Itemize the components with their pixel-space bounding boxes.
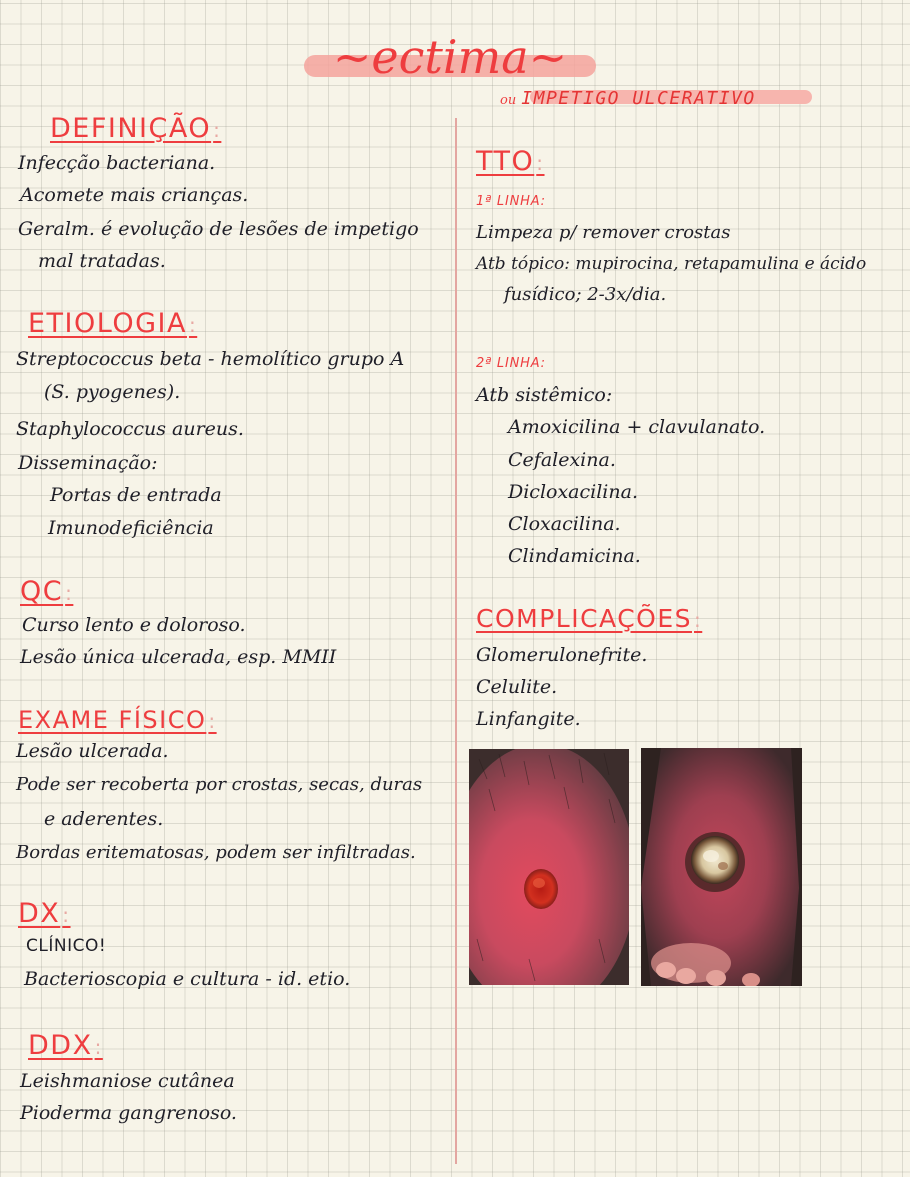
tto-primeira-line: Limpeza p/ remover crostas [476, 222, 731, 243]
etiologia-line: Portas de entrada [50, 484, 222, 506]
definicao-line: Acomete mais crianças. [20, 184, 249, 206]
subtitle-prefix: ou [500, 93, 517, 108]
tto-segunda-label: 2ª LINHA: [476, 356, 546, 371]
heading-dx: DX : [18, 898, 71, 929]
tto-segunda-line: Amoxicilina + clavulanato. [508, 416, 766, 438]
definicao-line: Infecção bacteriana. [18, 152, 216, 174]
qc-line: Curso lento e doloroso. [22, 614, 246, 636]
complicacoes-line: Celulite. [476, 676, 558, 698]
tto-segunda-line: Cloxacilina. [508, 513, 621, 535]
ddx-line: Leishmaniose cutânea [20, 1070, 235, 1092]
tto-segunda-line: Atb sistêmico: [476, 384, 613, 406]
heading-exame-fisico: EXAME FÍSICO : [18, 706, 217, 734]
etiologia-line: Streptococcus beta - hemolítico grupo A [16, 348, 405, 370]
dx-line: Bacterioscopia e cultura - id. etio. [24, 968, 351, 990]
exame-line: Pode ser recoberta por crostas, secas, duras [16, 774, 423, 795]
ddx-line: Pioderma gangrenoso. [20, 1102, 237, 1124]
heading-ddx: DDX : [28, 1030, 103, 1061]
qc-line: Lesão única ulcerada, esp. MMII [20, 646, 337, 668]
subtitle: IMPETIGO ULCERATIVO [521, 88, 756, 109]
complicacoes-line: Glomerulonefrite. [476, 644, 648, 666]
column-divider [455, 118, 457, 1164]
heading-qc: QC : [20, 576, 74, 607]
exame-line: e aderentes. [44, 808, 164, 830]
tto-segunda-line: Cefalexina. [508, 449, 616, 471]
tto-primeira-label: 1ª LINHA: [476, 194, 546, 209]
exame-line: Lesão ulcerada. [16, 740, 169, 762]
etiologia-line: Imunodeficiência [48, 517, 214, 539]
etiologia-line: (S. pyogenes). [44, 381, 181, 403]
heading-complicacoes: COMPLICAÇÕES : [476, 604, 703, 633]
etiologia-line: Staphylococcus aureus. [16, 418, 244, 440]
tto-segunda-line: Clindamicina. [508, 545, 641, 567]
heading-definicao: DEFINIÇÃO : [50, 113, 222, 144]
definicao-line: mal tratadas. [38, 250, 166, 272]
ecthyma-leg-photo [469, 749, 629, 985]
exame-line: Bordas eritematosas, podem ser infiltradas. [16, 842, 416, 863]
tto-primeira-line: fusídico; 2-3x/dia. [504, 284, 667, 305]
complicacoes-line: Linfangite. [476, 708, 581, 730]
heading-tto: TTO : [476, 146, 545, 177]
tto-primeira-line: Atb tópico: mupirocina, retapamulina e ácido [476, 254, 867, 274]
heading-etiologia: ETIOLOGIA : [28, 308, 198, 339]
subtitle-line [500, 88, 756, 109]
page-title: ~ectima~ [332, 30, 568, 84]
definicao-line: Geralm. é evolução de lesões de impetigo [18, 218, 419, 240]
ecthyma-foot-photo [641, 748, 802, 986]
etiologia-line: Disseminação: [18, 452, 158, 474]
dx-line: CLÍNICO! [26, 936, 107, 956]
tto-segunda-line: Dicloxacilina. [508, 481, 638, 503]
